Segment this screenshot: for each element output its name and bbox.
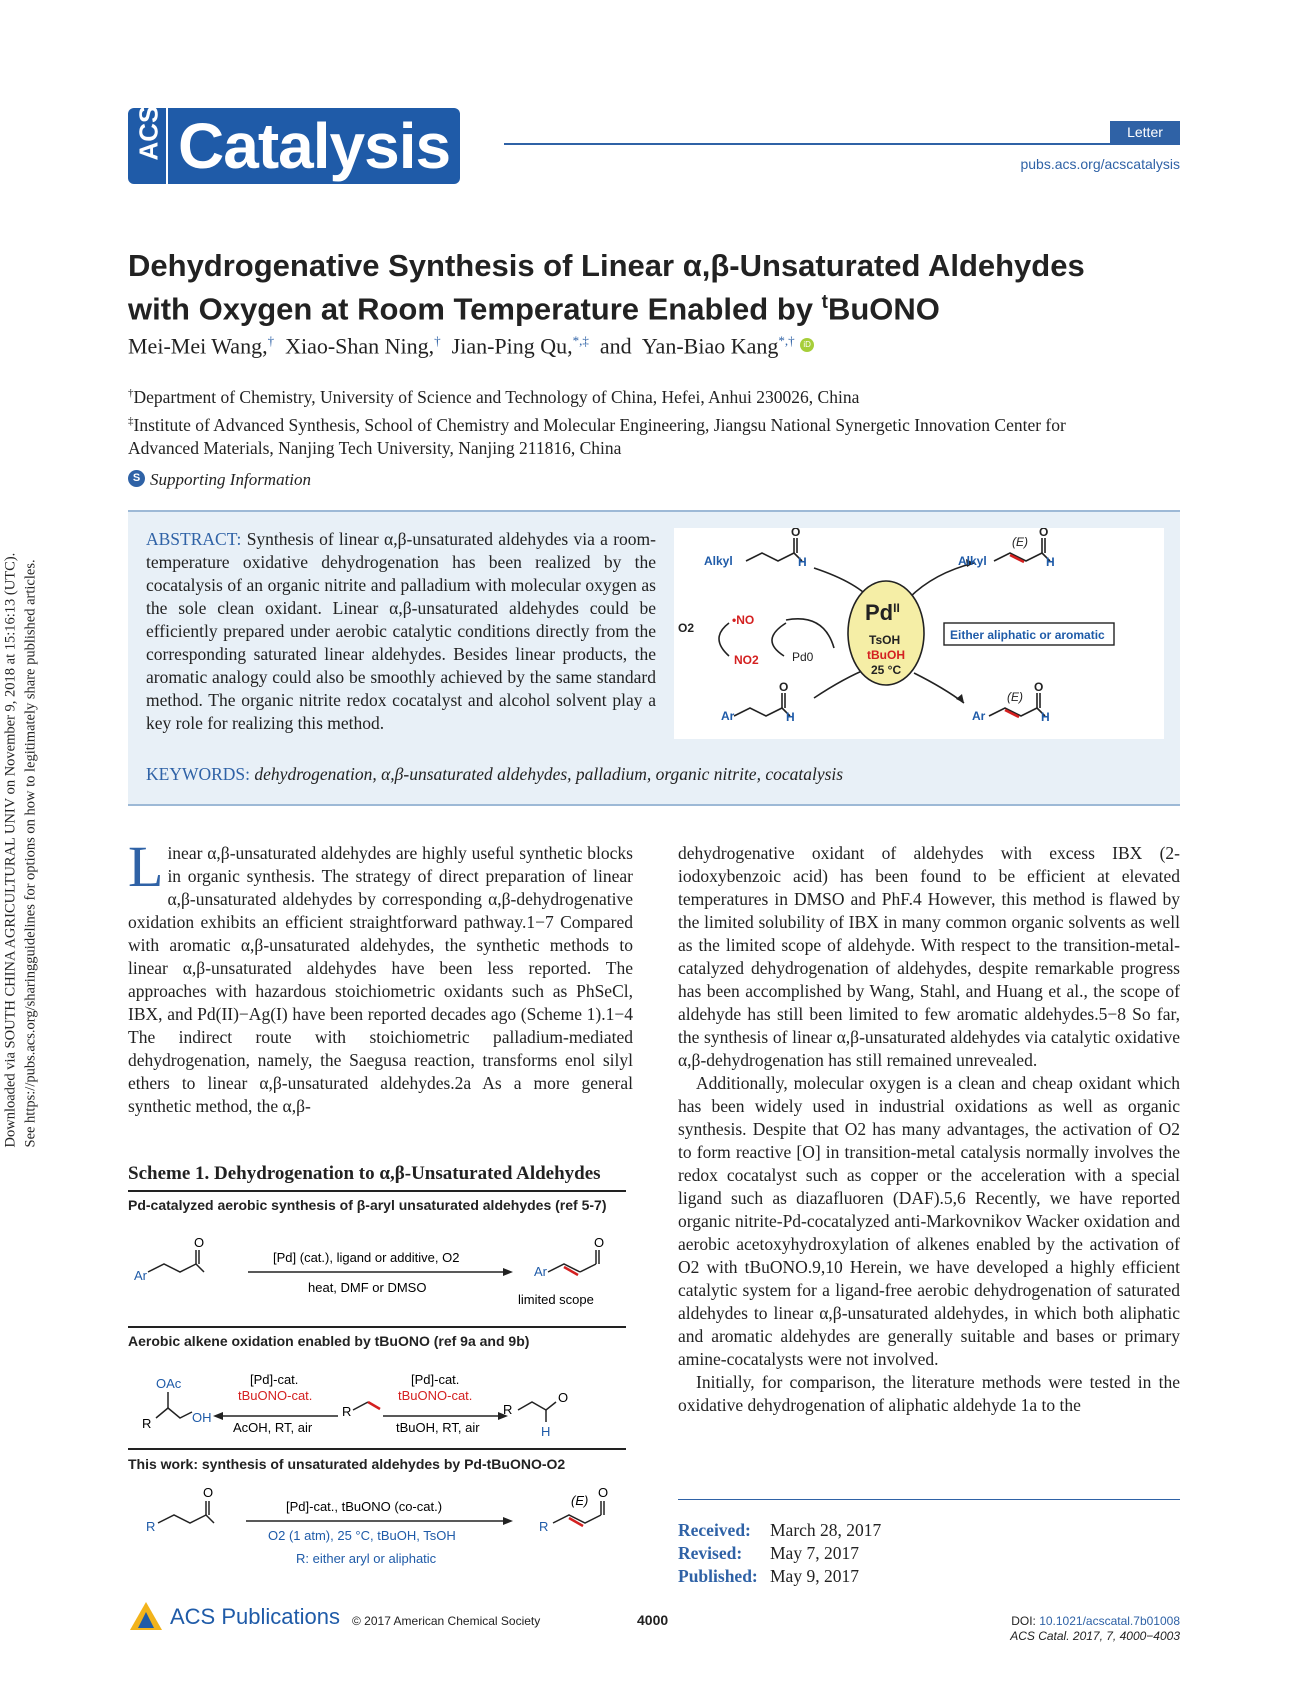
scheme-chain [148,1264,196,1272]
keywords [146,764,1166,785]
scheme-chain [518,1402,556,1410]
aff-text: Department of Chemistry, University of Science and Technology of China, Hefei, Anhui 230026, China [133,386,860,407]
scheme-o-label: O [203,1485,214,1500]
keywords-heading: KEYWORDS: [146,764,251,784]
toc-e-label: (E) [1007,690,1023,704]
keywords-list: dehydrogenation, α,β-unsaturated aldehydes, palladium, organic nitrite, cocatalysis [254,764,844,784]
article-type-badge: Letter [1110,121,1180,143]
toc-graphic [674,528,1164,739]
journal-url-link[interactable]: pubs.acs.org/acscatalysis [1020,156,1180,172]
download-note [1,483,41,1148]
toc-o2-label: O2 [678,621,695,635]
aff-text: Institute of Advanced Synthesis, School of Chemistry and Molecular Engineering, Jiangsu National Synergetic Innovation Center for [133,414,1066,435]
body-paragraph: Additionally, molecular oxygen is a clean and cheap oxidant which has been widely used in industrial oxidations as well as organic synthesis. Despite that O2 has many advantages, the activation of O2 to form reactive [O] in transition-metal catalysis normally involves the redox cocatalyst such as copper or the acceleration with a special ligand such as diazafluoren (DAF).5,6 Recently, we have reported organic nitrite-Pd-cocatalyzed anti-Markovnikov Wacker oxidation and aerobic acetoxyhydroxylation of alkenes enabled by the activation of O2 with tBuONO.9,10 Herein, we have developed a highly efficient catalytic system for a ligand-free aerobic dehydrogenation of saturated aldehydes to linear α,β-unsaturated aldehydes, in which both aliphatic and aromatic aldehydes are generally suitable and bases or primary amine-cocatalysts were not involved. [678,1073,1180,1369]
published-label: Published: [678,1566,758,1586]
scheme-oh-label: OH [192,1410,212,1425]
scheme-oac-label: OAc [156,1376,182,1391]
toc-e-label: (E) [1012,535,1028,549]
header-rule [504,143,1180,145]
body-paragraph: inear α,β-unsaturated aldehydes are highly useful synthetic blocks in organic synthesis. The strategy of direct preparation of linear α,β-unsaturated aldehydes by corresponding α,β-dehydrogenative oxidation exhibits an efficient straightforward pathway.1−7 Compared with aromatic α,β-unsaturated aldehydes, the synthetic methods to linear α,β-unsaturated aldehydes have been less reported. The approaches with hazardous stoichiometric oxidants such as PhSeCl, IBX, and Pd(II)−Ag(I) have been reported decades ago (Scheme 1).1−4 The indirect route with stoichiometric palladium-mediated dehydrogenation, namely, the Saegusa reaction, transforms enol silyl ethers to linear α,β-unsaturated aldehydes.2a As a more general synthetic method, the α,β- [128,843,633,1116]
title-sup: t [821,292,828,313]
scheme-o-label: O [598,1485,609,1500]
toc-ar-label: Ar [721,709,735,723]
author-list [128,333,814,359]
author-name[interactable]: Xiao-Shan Ning, [285,333,435,359]
body-right-column [678,842,1180,1417]
scheme-arrowhead [213,1412,223,1420]
scheme-bond [196,1264,204,1272]
toc-o-label: O [779,680,789,694]
body-paragraph: Initially, for comparison, the literature methods were tested in the oxidative dehydrogenation of aliphatic aldehyde 1a to the [678,1372,1180,1415]
supporting-info-icon[interactable]: S [128,470,145,487]
scheme-r1-scope: limited scope [518,1292,594,1307]
scheme-r2-l-top: [Pd]-cat. [250,1372,299,1387]
toc-arrow [772,623,786,656]
scheme-rule [128,1326,626,1328]
scheme-r-label: R [503,1402,513,1417]
aff-mark: † [128,387,134,399]
author-mark: † [267,333,275,348]
scheme-r3-top: [Pd]-cat., tBuONO (co-cat.) [286,1499,443,1514]
scheme-title: Scheme 1. Dehydrogenation to α,β-Unsaturated Aldehydes [128,1163,601,1184]
scheme-bond [353,1402,368,1410]
toc-buoh-label: tBuOH [867,648,905,662]
toc-h-label: H [798,555,807,569]
abstract-heading: ABSTRACT: [146,529,242,549]
author-mark: † [434,333,441,348]
scheme-ar-label: Ar [534,1264,547,1279]
scheme-arrowhead [503,1268,513,1276]
abstract-text [146,528,656,735]
scheme-rule [128,1190,626,1192]
toc-h-label: H [1046,555,1055,569]
scheme-o-label: O [194,1235,205,1250]
doi-link[interactable]: 10.1021/acscatal.7b01008 [1039,1614,1180,1628]
scheme-double-bond [368,1402,380,1409]
toc-arrow [719,623,729,656]
doi-label: DOI: [1011,1614,1036,1628]
scheme-sub3: This work: synthesis of unsaturated aldehydes by Pd-tBuONO-O2 [128,1456,566,1472]
toc-pd-text: Pd [865,600,894,625]
author-conjunction: and [599,333,632,359]
author-mark: *,‡ [572,333,589,348]
scheme-r-label: R [146,1519,156,1534]
scheme-reaction-2 [128,1352,628,1447]
aff-text: Advanced Materials, Nanjing Tech University, Nanjing 211816, China [128,437,622,458]
title-line2 [128,284,1188,327]
scheme-bond [206,1515,214,1523]
toc-chain [746,553,794,561]
toc-alkyl-label: Alkyl [958,554,987,568]
scheme-r2-l-red: tBuONO-cat. [238,1388,313,1403]
download-note-line2: See https://pubs.acs.org/sharingguidelines for options on how to legitimately share published articles. [22,559,39,1148]
toc-arrow [909,563,974,598]
body-left-column [128,834,633,1118]
scheme-h-label: H [541,1424,551,1439]
affiliation-2 [128,410,1188,460]
article-title [128,247,1188,327]
scheme-r-label: R [142,1416,152,1431]
scheme-e-label: (E) [571,1493,589,1508]
received-label: Received: [678,1520,751,1540]
scheme-r3-mid: O2 (1 atm), 25 °C, tBuOH, TsOH [268,1528,456,1543]
scheme-sub1: Pd-catalyzed aerobic synthesis of β-aryl unsaturated aldehydes (ref 5-7) [128,1197,607,1213]
affiliation-1 [128,382,1188,409]
revised-label: Revised: [678,1543,743,1563]
aff-mark: ‡ [128,415,134,427]
toc-arrow [914,673,964,703]
toc-arrow [786,619,834,648]
toc-chain [734,708,782,716]
scheme-r1-top: [Pd] (cat.), ligand or additive, O2 [273,1250,460,1265]
scheme-r-label: R [342,1404,352,1419]
author-mark: *,† [778,333,795,348]
supporting-info-link[interactable]: Supporting Information [150,470,312,489]
toc-h-label: H [1041,710,1050,724]
citation: ACS Catal. 2017, 7, 4000−4003 [1010,1629,1180,1643]
received-date: March 28, 2017 [770,1520,882,1540]
toc-no2-label: NO2 [734,653,759,667]
dates-rule [678,1499,1180,1500]
scheme-r1-bot: heat, DMF or DMSO [308,1280,427,1295]
scheme-o-label: O [558,1390,569,1405]
toc-temp-label: 25 °C [871,663,902,677]
toc-o-label: O [1034,680,1044,694]
download-note-line1: Downloaded via SOUTH CHINA AGRICULTURAL UNIV on November 9, 2018 at 15:16:13 (UTC). [2,552,19,1148]
scheme-o-label: O [594,1235,605,1250]
toc-o-label: O [1039,528,1049,539]
abstract-body: Synthesis of linear α,β-unsaturated aldehydes via a room-temperature oxidative dehydrogenation has been realized by the cocatalysis of an organic nitrite and palladium with molecular oxygen as the sole clean oxidant. Linear α,β-unsaturated aldehydes could be efficiently prepared under aerobic catalytic conditions directly from the corresponding saturated linear aldehydes. Besides linear products, the aromatic analogy could also be smoothly achieved by the same standard method. The organic nitrite redox cocatalyst and alcohol solvent play a key role for realizing this method. [146,529,656,733]
logo-acs-text: ACS [133,105,164,161]
title-line1: Dehydrogenative Synthesis of Linear α,β-Unsaturated Aldehydes [128,248,1085,283]
toc-ar-label: Ar [972,709,986,723]
scheme-rule [128,1448,626,1450]
title-line2-end: BuONO [827,291,940,327]
scheme-arrowhead [503,1517,513,1525]
author-name[interactable]: Jian-Ping Qu, [451,333,573,359]
orcid-icon[interactable]: iD [800,338,814,352]
scheme-bond [580,1264,596,1272]
author-name[interactable]: Mei-Mei Wang, [128,333,268,359]
title-line2-text: with Oxygen at Room Temperature Enabled by [128,291,822,327]
scheme-r2-l-bot: AcOH, RT, air [233,1420,313,1435]
toc-h-label: H [786,710,795,724]
toc-o-label: O [791,528,801,539]
scheme-r3-bot: R: either aryl or aliphatic [296,1551,437,1566]
toc-alkyl-label: Alkyl [704,554,733,568]
toc-either-label: Either aliphatic or aromatic [950,628,1105,642]
toc-tsoh-label: TsOH [869,633,901,647]
scheme-r-label: R [539,1519,549,1534]
scheme-r2-r-red: tBuONO-cat. [398,1388,473,1403]
scheme-reaction-1 [128,1220,628,1325]
scheme-r2-r-top: [Pd]-cat. [411,1372,460,1387]
published-date: May 9, 2017 [770,1566,859,1586]
scheme-r2-r-bot: tBuOH, RT, air [396,1420,480,1435]
scheme-chain [158,1515,206,1523]
scheme-sub2: Aerobic alkene oxidation enabled by tBuONO (ref 9a and 9b) [128,1333,530,1349]
page-number: 4000 [637,1612,669,1628]
scheme-ar-label: Ar [134,1268,147,1283]
journal-logo-name[interactable]: Catalysis [168,108,460,184]
scheme-reaction-3 [128,1475,628,1570]
acs-publications-label[interactable]: ACS Publications [170,1604,340,1629]
author-name[interactable]: Yan-Biao Kang [641,333,779,359]
toc-pd-sup: II [893,601,900,615]
body-paragraph: dehydrogenative oxidant of aldehydes with excess IBX (2-iodoxybenzoic acid) has been found to be efficient at elevated temperatures in DMSO and PhF.4 However, this method is flawed by the limited solubility of IBX in many common organic solvents as well as the limited scope of aldehyde. With respect to the transition-metal-catalyzed dehydrogenation of aldehydes, despite remarkable progress has been accomplished by Wang, Stahl, and Huang et al., the scope of aldehyde has still been limited to few aromatic aldehydes.5−8 So far, the synthesis of linear α,β-unsaturated aldehydes via catalytic oxidative α,β-dehydrogenation has still remained unrevealed. [678,843,1180,1070]
toc-arrowhead [956,694,964,703]
dropcap: L [128,834,164,899]
scheme-chain [156,1408,192,1418]
revised-date: May 7, 2017 [770,1543,859,1563]
copyright: © 2017 American Chemical Society [352,1614,541,1628]
toc-no-label: •NO [732,613,755,627]
acs-publications-icon[interactable] [128,1600,164,1636]
doi-line [1011,1614,1180,1628]
toc-pd0-label: Pd0 [792,650,814,664]
journal-logo-acs[interactable] [128,105,166,184]
